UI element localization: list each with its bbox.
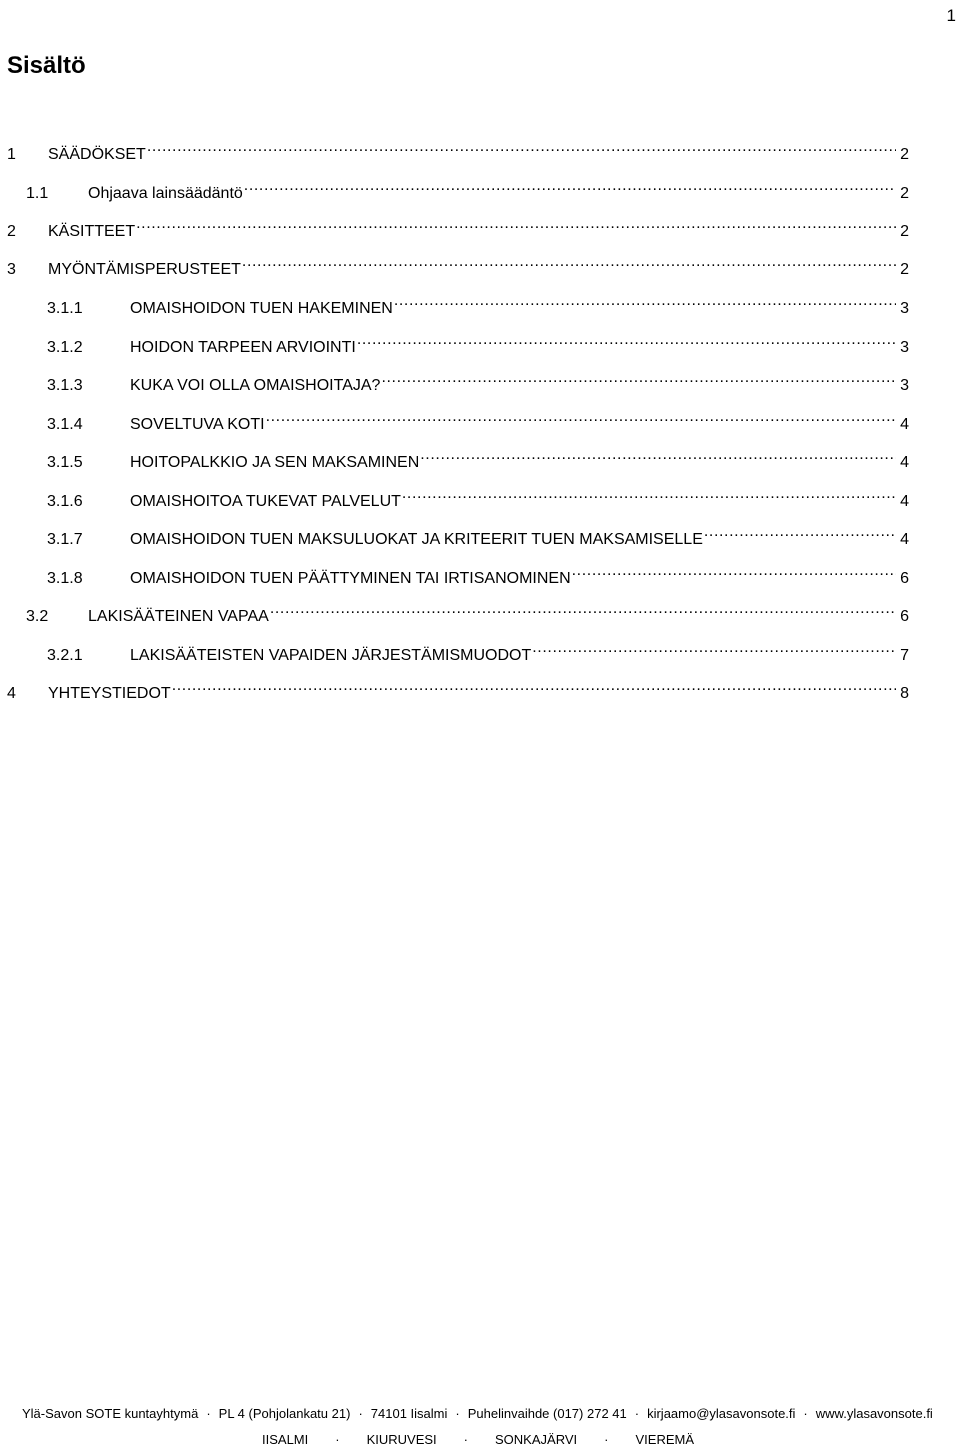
toc-entry[interactable] (47, 289, 909, 317)
footer-email[interactable]: kirjaamo@ylasavonsote.fi (647, 1406, 796, 1421)
footer-towns-line (262, 1432, 694, 1447)
toc-title: Sisältö (7, 52, 86, 79)
toc-dot-leader (420, 443, 896, 467)
toc-entry-page: 6 (900, 570, 909, 587)
toc-entry[interactable] (47, 482, 909, 510)
toc-entry[interactable] (47, 520, 909, 548)
footer-separator: · (455, 1406, 460, 1421)
toc-entry[interactable] (7, 674, 909, 702)
toc-entry-page: 7 (900, 647, 909, 664)
toc-dot-leader (242, 250, 896, 274)
toc-entry-page: 4 (900, 531, 909, 548)
page-number: 1 (946, 6, 956, 25)
toc-entry[interactable] (7, 250, 909, 278)
toc-entry-page: 2 (900, 261, 909, 278)
footer-town: IISALMI (262, 1432, 309, 1447)
toc-entry[interactable] (26, 174, 909, 202)
toc-entry-title: HOITOPALKKIO JA SEN MAKSAMINEN (130, 454, 420, 471)
toc-entry-page: 2 (900, 146, 909, 163)
toc-dot-leader (136, 212, 896, 236)
toc-entry-title: YHTEYSTIEDOT (48, 685, 171, 702)
toc-entry-title: OMAISHOIDON TUEN HAKEMINEN (130, 300, 393, 317)
toc-entry-page: 8 (900, 685, 909, 702)
toc-entry[interactable] (47, 636, 909, 664)
toc-dot-leader (402, 482, 896, 506)
toc-entry-title: OMAISHOIDON TUEN PÄÄTTYMINEN TAI IRTISANOMINEN (130, 570, 571, 587)
footer-contact-line (22, 1406, 933, 1421)
toc-entry-number: 3.1.5 (47, 454, 83, 471)
toc-dot-leader (532, 636, 896, 660)
footer-address: PL 4 (Pohjolankatu 21) (218, 1406, 351, 1421)
toc-entry-title: LAKISÄÄTEINEN VAPAA (88, 608, 269, 625)
footer-town: SONKAJÄRVI (495, 1432, 578, 1447)
toc-dot-leader (704, 520, 896, 544)
toc-entry-number: 3.1.6 (47, 493, 83, 510)
footer-phone: Puhelinvaihde (017) 272 41 (467, 1406, 627, 1421)
toc-entry-number: 3.1.4 (47, 416, 83, 433)
toc-entry-number: 4 (7, 685, 16, 702)
toc-dot-leader (394, 289, 896, 313)
toc-entry[interactable] (47, 328, 909, 356)
toc-entry-title: Ohjaava lainsäädäntö (88, 185, 243, 202)
toc-entry-number: 3.1.3 (47, 377, 83, 394)
toc-entry-number: 3 (7, 261, 16, 278)
toc-entry-title: HOIDON TARPEEN ARVIOINTI (130, 339, 356, 356)
toc-entry-title: MYÖNTÄMISPERUSTEET (48, 261, 241, 278)
footer-town: KIURUVESI (366, 1432, 437, 1447)
toc-entry-page: 2 (900, 223, 909, 240)
toc-entry-page: 4 (900, 454, 909, 471)
toc-entry-title: SÄÄDÖKSET (48, 146, 146, 163)
toc-dot-leader (270, 597, 896, 621)
footer-separator: · (604, 1432, 609, 1447)
toc-entry-page: 4 (900, 416, 909, 433)
toc-entry-title: OMAISHOIDON TUEN MAKSULUOKAT JA KRITEERIT TUEN MAKSAMISELLE (130, 531, 703, 548)
footer-website[interactable]: www.ylasavonsote.fi (815, 1406, 933, 1421)
toc-entry-page: 3 (900, 377, 909, 394)
footer-town: VIEREMÄ (635, 1432, 694, 1447)
toc-entry-page: 3 (900, 339, 909, 356)
toc-dot-leader (147, 135, 896, 159)
toc-dot-leader (172, 674, 896, 698)
footer-org: Ylä-Savon SOTE kuntayhtymä (22, 1406, 199, 1421)
toc-entry-title: SOVELTUVA KOTI (130, 416, 265, 433)
toc-entry-number: 3.2.1 (47, 647, 83, 664)
toc-entry[interactable] (47, 405, 909, 433)
footer-postal: 74101 Iisalmi (370, 1406, 448, 1421)
toc-entry-title: OMAISHOITOA TUKEVAT PALVELUT (130, 493, 401, 510)
footer-separator: · (335, 1432, 340, 1447)
toc-dot-leader (357, 328, 896, 352)
toc-entry-title: KUKA VOI OLLA OMAISHOITAJA? (130, 377, 381, 394)
toc-entry-number: 1 (7, 146, 16, 163)
toc-dot-leader (381, 366, 896, 390)
toc-entry-page: 6 (900, 608, 909, 625)
toc-dot-leader (572, 559, 896, 583)
toc-entry-title: KÄSITTEET (48, 223, 136, 240)
toc-entry-page: 2 (900, 185, 909, 202)
toc-dot-leader (244, 174, 896, 198)
toc-entry[interactable] (47, 366, 909, 394)
toc-entry-title: LAKISÄÄTEISTEN VAPAIDEN JÄRJESTÄMISMUODOT (130, 647, 532, 664)
footer-separator: · (634, 1406, 640, 1421)
toc-dot-leader (266, 405, 897, 429)
toc-entry-number: 3.1.7 (47, 531, 83, 548)
toc-entry-number: 3.2 (26, 608, 49, 625)
toc-entry-number: 3.1.8 (47, 570, 83, 587)
footer-separator: · (803, 1406, 808, 1421)
toc-entry-number: 1.1 (26, 185, 49, 202)
toc-entry[interactable] (26, 597, 909, 625)
toc-entry[interactable] (7, 135, 909, 163)
footer-separator: · (206, 1406, 211, 1421)
toc-entry-number: 3.1.2 (47, 339, 83, 356)
footer-separator: · (358, 1406, 363, 1421)
toc-entry-number: 3.1.1 (47, 300, 83, 317)
toc-entry-page: 3 (900, 300, 909, 317)
toc-entry[interactable] (47, 443, 909, 471)
toc-entry[interactable] (7, 212, 909, 240)
toc-entry-page: 4 (900, 493, 909, 510)
footer-separator: · (463, 1432, 469, 1447)
toc-entry-number: 2 (7, 223, 16, 240)
toc-entry[interactable] (47, 559, 909, 587)
